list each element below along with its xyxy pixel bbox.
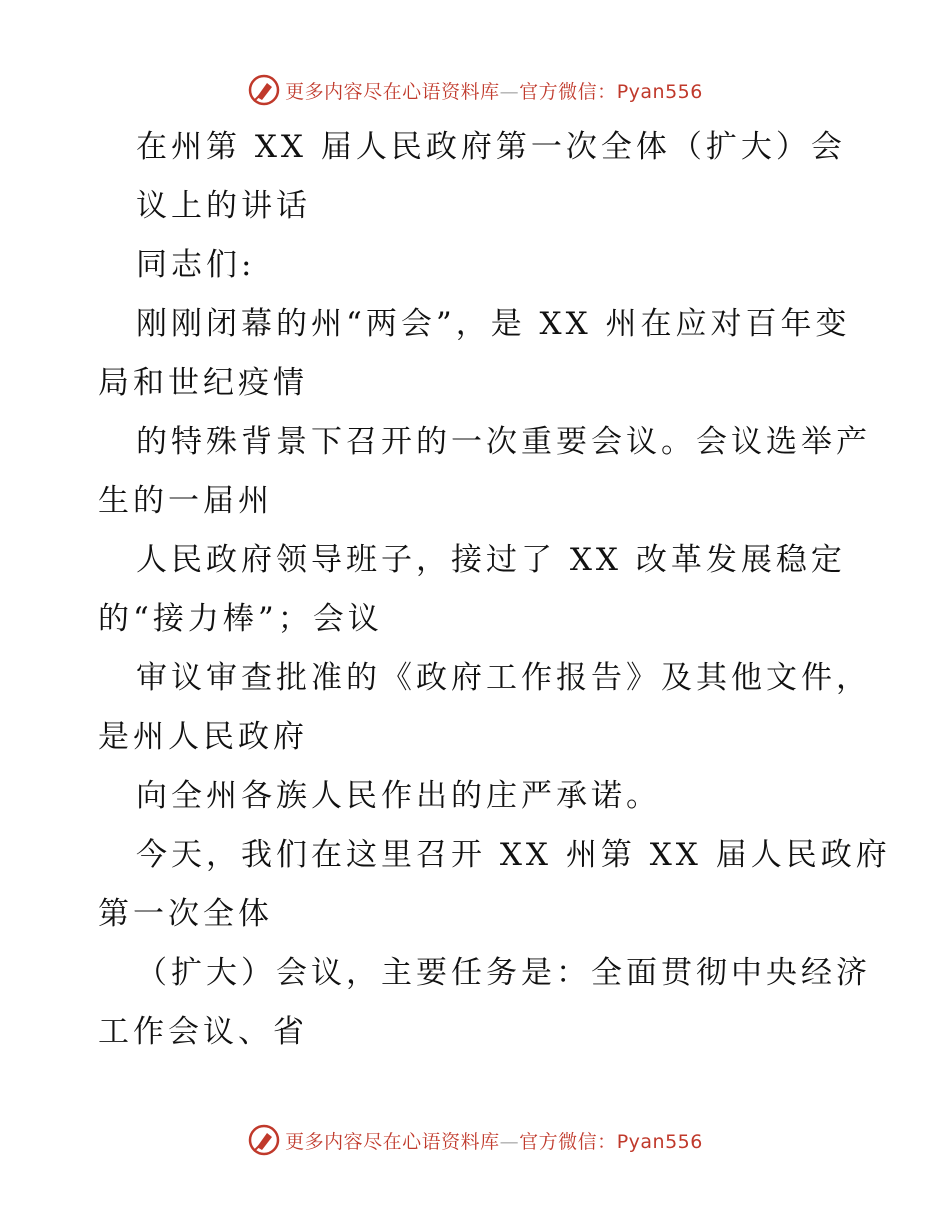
paragraph-line: 是州人民政府 bbox=[98, 719, 308, 755]
paragraph-line: 今天，我们在这里召开 XX 州第 XX 届人民政府 bbox=[136, 837, 891, 873]
paragraph-line: （扩大）会议，主要任务是：全面贯彻中央经济 bbox=[136, 955, 871, 991]
paragraph-line: 工作会议、省 bbox=[98, 1014, 308, 1050]
paragraph-line: 局和世纪疫情 bbox=[98, 365, 308, 401]
paragraph-line: 刚刚闭幕的州“两会”，是 XX 州在应对百年变 bbox=[136, 306, 851, 342]
header-watermark bbox=[0, 70, 950, 110]
paragraph-line: 的特殊背景下召开的一次重要会议。会议选举产 bbox=[136, 424, 871, 460]
paragraph-line: 的“接力棒”；会议 bbox=[98, 601, 383, 637]
salutation: 同志们: bbox=[136, 247, 256, 283]
paragraph-line: 第一次全体 bbox=[98, 896, 273, 932]
paragraph-line: 人民政府领导班子，接过了 XX 改革发展稳定 bbox=[136, 542, 846, 578]
pen-nib-logo-icon bbox=[247, 1123, 281, 1157]
watermark-text: 更多内容尽在心语资料库—官方微信：Pyan556 bbox=[285, 80, 703, 103]
document-body bbox=[98, 118, 891, 1062]
footer-watermark bbox=[0, 1120, 950, 1160]
paragraph-line: 向全州各族人民作出的庄严承诺。 bbox=[136, 778, 661, 814]
paragraph-line: 生的一届州 bbox=[98, 483, 273, 519]
title-line-2: 议上的讲话 bbox=[136, 188, 311, 224]
watermark-text: 更多内容尽在心语资料库—官方微信：Pyan556 bbox=[285, 1130, 703, 1153]
pen-nib-logo-icon bbox=[247, 73, 281, 107]
paragraph-line: 审议审查批准的《政府工作报告》及其他文件， bbox=[136, 660, 871, 696]
title-line-1: 在州第 XX 届人民政府第一次全体（扩大）会 bbox=[136, 129, 846, 165]
